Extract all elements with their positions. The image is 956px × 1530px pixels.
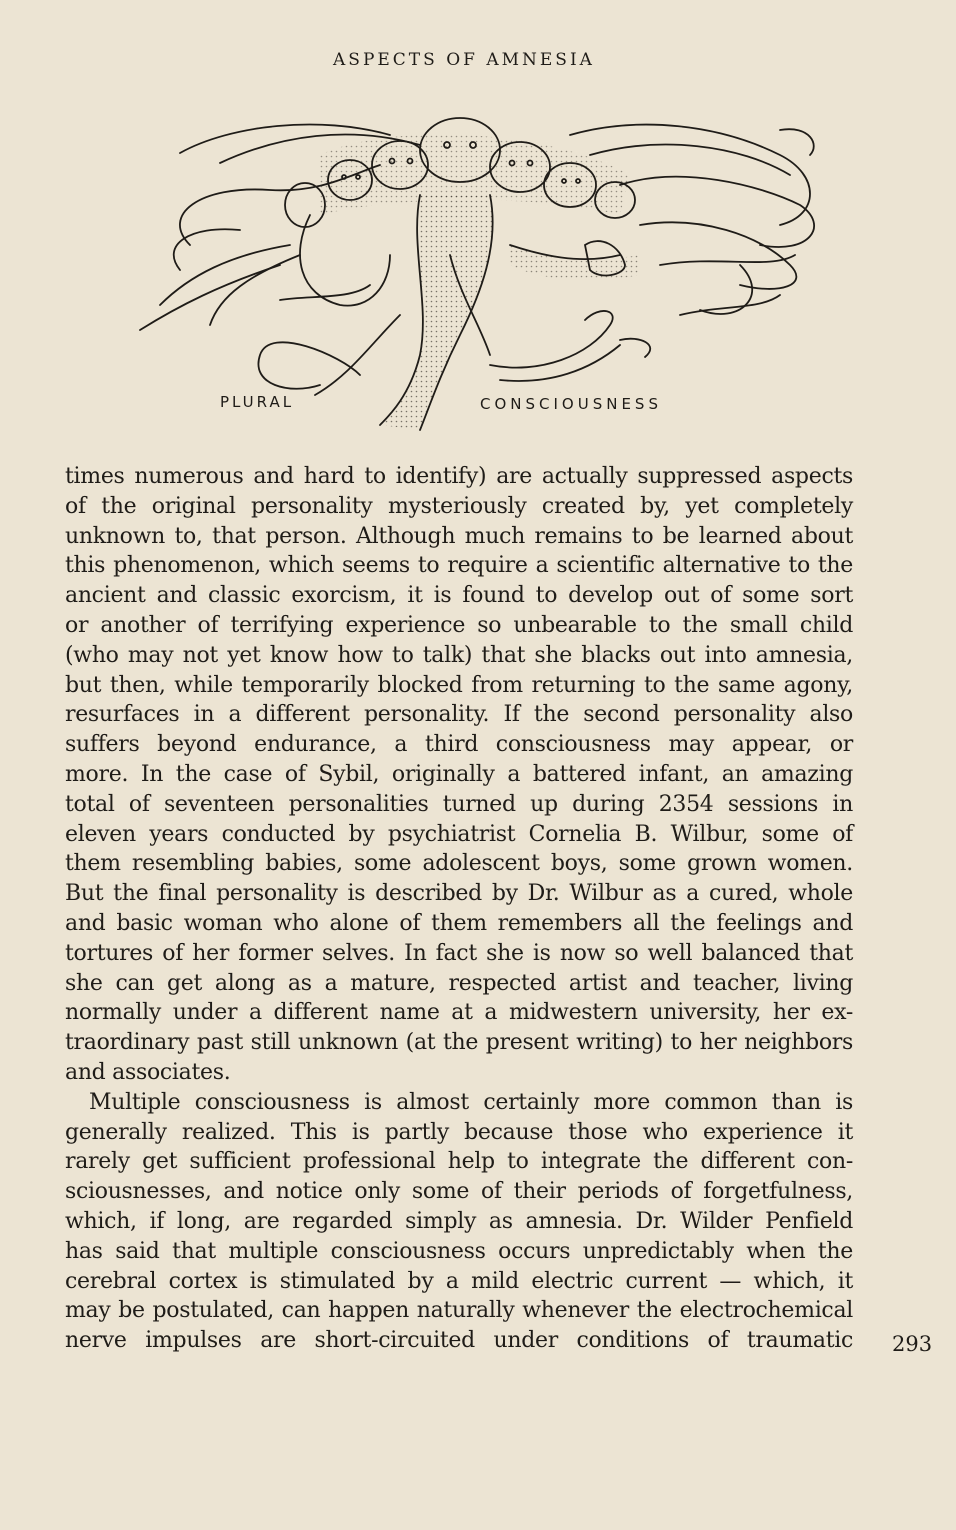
page-number: 293 [892, 1332, 933, 1356]
body-text [65, 462, 853, 1356]
text-line: may be postulated, can happen naturally whenever the electrochemical [65, 1298, 853, 1324]
caption-consciousness: CONSCIOUSNESS [480, 395, 662, 413]
illustration-drawing [120, 95, 840, 435]
text-line: But the final personality is described by Dr. Wilbur as a cured, whole [65, 881, 853, 907]
text-line: ancient and classic exorcism, it is found to develop out of some sort [65, 583, 853, 609]
running-head: ASPECTS OF AMNESIA [333, 50, 595, 70]
text-line: cerebral cortex is stimulated by a mild electric current — which, it [65, 1268, 853, 1294]
text-line: resurfaces in a different personality. If the second personality also [65, 702, 853, 728]
plural-consciousness-illustration [120, 95, 840, 435]
text-line: of the original personality mysteriously created by, yet completely [65, 493, 853, 519]
text-line: rarely get sufficient professional help to integrate the different con- [65, 1149, 853, 1175]
text-line: suffers beyond endurance, a third consciousness may appear, or [65, 732, 853, 758]
text-line: total of seventeen personalities turned up during 2354 sessions in [65, 791, 853, 817]
text-line: and associates. [65, 1059, 231, 1085]
text-line: normally under a different name at a midwestern university, her ex- [65, 1000, 853, 1026]
text-line: generally realized. This is partly because those who experience it [65, 1119, 853, 1145]
text-line: this phenomenon, which seems to require a scientific alternative to the [65, 553, 853, 579]
text-line: sciousnesses, and notice only some of their periods of forgetfulness, [65, 1179, 853, 1205]
text-line: traordinary past still unknown (at the present writing) to her neighbors [65, 1030, 853, 1056]
text-line: unknown to, that person. Although much remains to be learned about [65, 523, 853, 549]
text-line: she can get along as a mature, respected artist and teacher, living [65, 970, 853, 996]
text-line: but then, while temporarily blocked from returning to the same agony, [65, 672, 853, 698]
text-line: Multiple consciousness is almost certainly more common than is [89, 1089, 853, 1115]
text-line: which, if long, are regarded simply as amnesia. Dr. Wilder Penfield [65, 1208, 853, 1234]
text-line: has said that multiple consciousness occurs unpredictably when the [65, 1238, 853, 1264]
text-line: times numerous and hard to identify) are actually suppressed aspects [65, 464, 853, 489]
text-line: tortures of her former selves. In fact she is now so well balanced that [65, 940, 853, 966]
text-line: nerve impulses are short-circuited under conditions of traumatic [65, 1328, 853, 1354]
text-line: (who may not yet know how to talk) that she blacks out into amnesia, [65, 642, 853, 668]
text-line: eleven years conducted by psychiatrist Cornelia B. Wilbur, some of [65, 821, 853, 847]
text-line: more. In the case of Sybil, originally a battered infant, an amazing [65, 761, 853, 787]
text-line: or another of terrifying experience so unbearable to the small child [65, 612, 853, 638]
text-line: and basic woman who alone of them remembers all the feelings and [65, 910, 853, 936]
text-line: them resembling babies, some adolescent boys, some grown women. [65, 851, 853, 877]
caption-plural: PLURAL [220, 393, 295, 411]
